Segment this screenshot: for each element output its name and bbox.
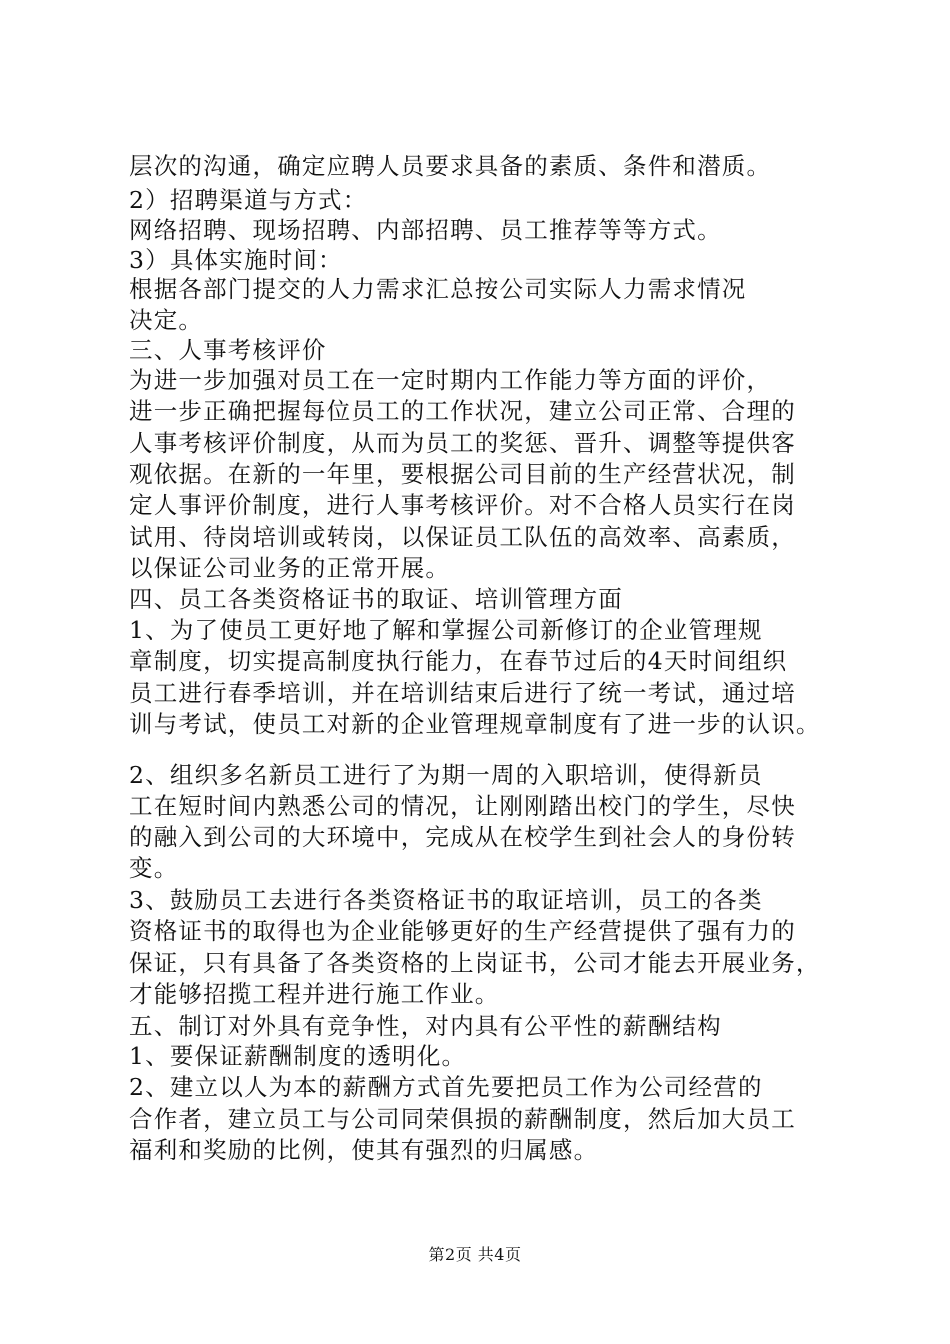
document-line: 1、要保证薪酬制度的透明化。 <box>129 1042 467 1070</box>
document-line: 福利和奖励的比例，使其有强烈的归属感。 <box>129 1136 599 1164</box>
document-line: 1、为了使员工更好地了解和掌握公司新修订的企业管理规 <box>129 616 763 644</box>
document-line: 层次的沟通，确定应聘人员要求具备的素质、条件和潜质。 <box>129 152 772 180</box>
document-line: 定人事评价制度，进行人事考核评价。对不合格人员实行在岗 <box>129 491 796 519</box>
document-line: 员工进行春季培训，并在培训结束后进行了统一考试，通过培 <box>129 679 796 707</box>
document-line: 2、建立以人为本的薪酬方式首先要把员工作为公司经营的 <box>129 1073 763 1101</box>
document-line: 四、员工各类资格证书的取证、培训管理方面 <box>129 585 623 613</box>
document-line: 为进一步加强对员工在一定时期内工作能力等方面的评价， <box>129 366 772 394</box>
document-line: 才能够招揽工程并进行施工作业。 <box>129 980 500 1008</box>
document-line: 进一步正确把握每位员工的工作状况，建立公司正常、合理的 <box>129 397 796 425</box>
document-line: 观依据。在新的一年里，要根据公司目前的生产经营状况，制 <box>129 460 796 488</box>
document-line: 保证，只有具备了各类资格的上岗证书，公司才能去开展业务， <box>129 949 821 977</box>
document-line: 2、组织多名新员工进行了为期一周的入职培训，使得新员 <box>129 761 763 789</box>
document-line: 网络招聘、现场招聘、内部招聘、员工推荐等等方式。 <box>129 216 722 244</box>
document-line: 试用、待岗培训或转岗，以保证员工队伍的高效率、高素质， <box>129 523 796 551</box>
document-line: 变。 <box>129 854 179 882</box>
document-line: 2）招聘渠道与方式： <box>129 186 368 214</box>
page-footer: 第2页 共4页 <box>428 1245 522 1264</box>
document-line: 训与考试，使员工对新的企业管理规章制度有了进一步的认识。 <box>129 710 821 738</box>
document-line: 3）具体实施时间： <box>129 246 343 274</box>
document-line: 人事考核评价制度，从而为员工的奖惩、晋升、调整等提供客 <box>129 429 796 457</box>
document-line: 三、人事考核评价 <box>129 336 327 364</box>
document-line: 工在短时间内熟悉公司的情况，让刚刚踏出校门的学生，尽快 <box>129 792 796 820</box>
document-line: 决定。 <box>129 306 204 334</box>
document-line: 五、制订对外具有竞争性，对内具有公平性的薪酬结构 <box>129 1012 722 1040</box>
document-line: 章制度，切实提高制度执行能力，在春节过后的4天时间组织 <box>129 647 788 675</box>
document-line: 资格证书的取得也为企业能够更好的生产经营提供了强有力的 <box>129 917 796 945</box>
document-line: 根据各部门提交的人力需求汇总按公司实际人力需求情况 <box>129 275 747 303</box>
document-line: 合作者，建立员工与公司同荣俱损的薪酬制度，然后加大员工 <box>129 1105 796 1133</box>
document-line: 以保证公司业务的正常开展。 <box>129 554 451 582</box>
document-line: 的融入到公司的大环境中，完成从在校学生到社会人的身份转 <box>129 823 796 851</box>
document-line: 3、鼓励员工去进行各类资格证书的取证培训，员工的各类 <box>129 886 763 914</box>
